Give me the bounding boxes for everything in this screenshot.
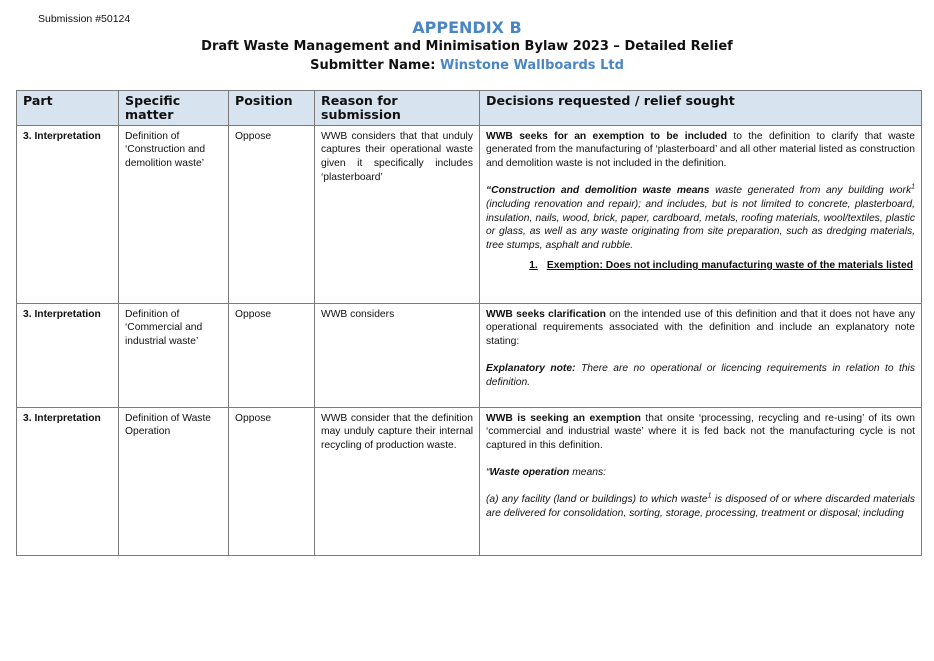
definition-quote: “Waste operation means: bbox=[486, 466, 606, 478]
submission-number: Submission #50124 bbox=[38, 13, 131, 25]
cell-matter: Definition of ‘Construction and demolition waste’ bbox=[119, 125, 229, 303]
cell-part: 3. Interpretation bbox=[17, 303, 119, 407]
relief-table bbox=[16, 90, 922, 556]
explanatory-note: Explanatory note: There are no operational or licencing requirements in relation to this definition. bbox=[486, 362, 915, 388]
header-part: Part bbox=[17, 91, 119, 126]
cell-position: Oppose bbox=[229, 303, 315, 407]
relief-paragraph: WWB is seeking an exemption that onsite ‘processing, recycling and re-using’ of its own ‘commercial and industrial waste’ where it is fed back not the manufacturing cycle is not captured in this definition. bbox=[486, 412, 915, 452]
cell-position: Oppose bbox=[229, 407, 315, 555]
header-reason: Reason for submission bbox=[315, 91, 480, 126]
appendix-heading: APPENDIX B bbox=[412, 18, 522, 37]
definition-quote: “Construction and demolition waste means waste generated from any building work$^1$ (including renovation and repair); and includes, but is not limited to concrete, plasterboard, insulation, nails, wood, brick, paper, cardboard, metals, roofing materials, wool/textiles, plastic or glass, as well as any waste originating from site preparation, such as dredging materials, tree stumps, asphalt and rubble. bbox=[486, 183, 916, 252]
cell-reason: WWB consider that the definition may unduly capture their internal recycling of production waste. bbox=[315, 407, 480, 555]
cell-part: 3. Interpretation bbox=[17, 125, 119, 303]
document-title: Draft Waste Management and Minimisation Bylaw 2023 – Detailed Relief bbox=[201, 39, 733, 54]
cell-reason: WWB considers that that unduly captures their operational waste given it specifically includes ‘plasterboard’ bbox=[315, 125, 480, 303]
cell-relief bbox=[480, 125, 922, 303]
cell-reason: WWB considers bbox=[315, 303, 480, 407]
cell-matter: Definition of ‘Commercial and industrial waste’ bbox=[119, 303, 229, 407]
table-row bbox=[17, 407, 922, 555]
submitter-name: Winstone Wallboards Ltd bbox=[439, 58, 624, 73]
table-row bbox=[17, 125, 922, 303]
cell-relief bbox=[480, 407, 922, 555]
header-position: Position bbox=[229, 91, 315, 126]
table-row bbox=[17, 303, 922, 407]
submitter-label: Submitter Name: bbox=[310, 58, 436, 73]
exemption-item: 1. Exemption: Does not including manufacturing waste of the materials listed bbox=[529, 259, 913, 271]
header-specific-matter: Specific matter bbox=[119, 91, 229, 126]
table-header-row bbox=[17, 91, 922, 126]
header-relief: Decisions requested / relief sought bbox=[480, 91, 922, 126]
cell-relief bbox=[480, 303, 922, 407]
relief-paragraph: WWB seeks clarification on the intended use of this definition and that it does not have any operational requirements associated with the definition and include an explanatory note stating: bbox=[486, 308, 915, 348]
cell-position: Oppose bbox=[229, 125, 315, 303]
relief-paragraph: WWB seeks for an exemption to be included to the definition to clarify that waste generated from the manufacturing of ‘plasterboard’ and all other material listed as construction and demolition waste is not included in the definition. bbox=[486, 130, 915, 170]
cell-part: 3. Interpretation bbox=[17, 407, 119, 555]
cell-matter: Definition of Waste Operation bbox=[119, 407, 229, 555]
submitter-line bbox=[0, 58, 934, 73]
definition-item-a: (a) any facility (land or buildings) to which waste$^1$ is disposed of or where discarded materials are delivered for consolidation, sorting, storage, processing, treatment or disposal; including bbox=[486, 492, 915, 519]
